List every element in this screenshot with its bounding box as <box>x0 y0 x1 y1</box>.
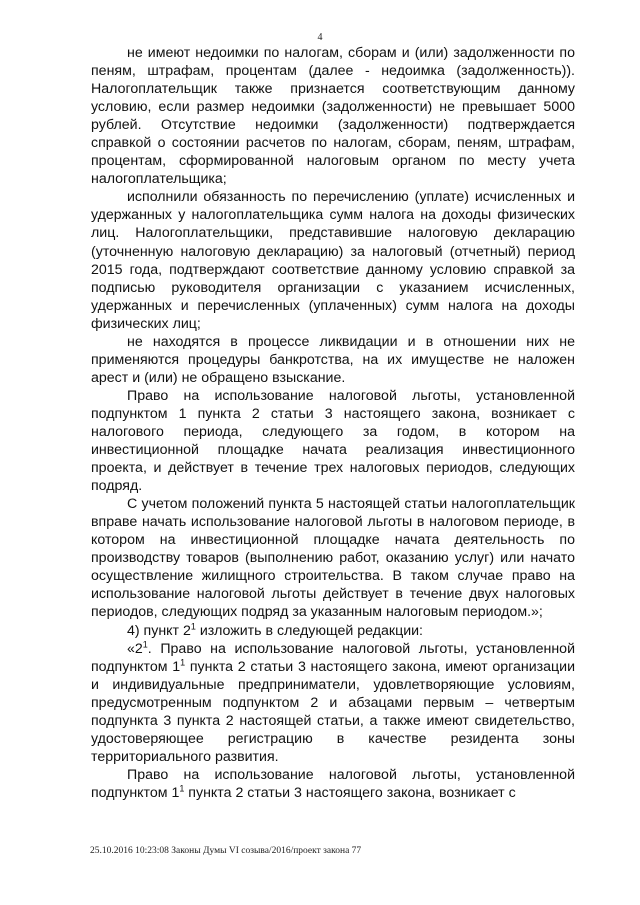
superscript: 1 <box>179 783 185 794</box>
page-number: 4 <box>317 32 323 43</box>
paragraph-benefit-right: Право на использование налоговой льготы, установленной подпунктом 1 пункта 2 статьи 3 настоящего закона, возникает с налогового периода, следующего за годом, в котором на инвестиционной площадке начата реализация инвестиционного проекта, и действует в течение трех налоговых периодов, следующих подряд. <box>91 387 575 495</box>
paragraph-not-liquidated: не находятся в процессе ликвидации и в отношении них не применяются процедуры банкротства, на их имуществе не наложен арест и (или) не обращено взыскание. <box>91 333 575 386</box>
paragraph-amendment-item <box>91 622 575 640</box>
paragraph-no-arrears: не имеют недоимки по налогам, сборам и (или) задолженности по пеням, штрафам, процентам (далее - недоимка (задолженность)). Налогоплательщик также признается соответствующим данному условию, если размер недоимки (задолженности) не превышает 5000 рублей. Отсутствие недоимки (задолженности) подтверждается справкой о состоянии расчетов по налогам, сборам, пеням, штрафам, процентам, сформированной налоговым органом по месту учета налогоплательщика; <box>91 45 575 188</box>
paragraph-tax-obligation: исполнили обязанность по перечислению (уплате) исчисленных и удержанных у налогоплательщика сумм налога на доходы физических лиц. Налогоплательщики, представившие налоговую декларацию (уточненную налоговую декларацию) за налоговый (отчетный) период 2015 года, подтверждают соответствие данному условию справкой за подписью руководителя организации с указанием исчисленных, удержанных и перечисленных (уплаченных) сумм налога на доходы физических лиц; <box>91 189 575 332</box>
superscript: 1 <box>190 620 196 631</box>
document-body <box>91 44 575 802</box>
clause-number: «2 <box>127 640 143 657</box>
clause-text-end: пункта 2 статьи 3 настоящего закона, имеют организации и индивидуальные предприниматели, удовлетворяющие условиям, предусмотренным подпунктом 2 и абзацами первым – четвертым подпункта 3 пункта 2 настоящей статьи, а также имеют свидетельство, удостоверяющее регистрацию в качестве резидента зоны территориального развития. <box>91 658 575 765</box>
paragraph-new-clause <box>91 640 575 766</box>
amendment-text-start: 4) пункт 2 <box>127 622 191 639</box>
paragraph-benefit-start: С учетом положений пункта 5 настоящей статьи налогоплательщик вправе начать использование налоговой льготы в налоговом периоде, в котором на инвестиционной площадке начата деятельность по производству товаров (выполнению работ, оказанию услуг) или начато осуществление жилищного строительства. В таком случае право на использование налоговой льготы действует в течение двух налоговых периодов, следующих подряд за указанным налоговым периодом.»; <box>91 496 575 621</box>
footer-document-info: 25.10.2016 10:23:08 Законы Думы VI созыва/2016/проект закона 77 <box>90 846 362 856</box>
benefit-text-end: пункта 2 статьи 3 настоящего закона, возникает с <box>184 784 516 801</box>
amendment-text-end: изложить в следующей редакции: <box>195 622 423 639</box>
benefit-text-start: Право на использование налоговой льготы, установленной подпунктом 1 <box>91 766 575 801</box>
paragraph-benefit-right-2 <box>91 766 575 802</box>
clause-text-start: . Право на использование налоговой льготы, установленной подпунктом 1 <box>91 640 575 675</box>
superscript: 1 <box>180 656 186 667</box>
superscript: 1 <box>142 638 148 649</box>
